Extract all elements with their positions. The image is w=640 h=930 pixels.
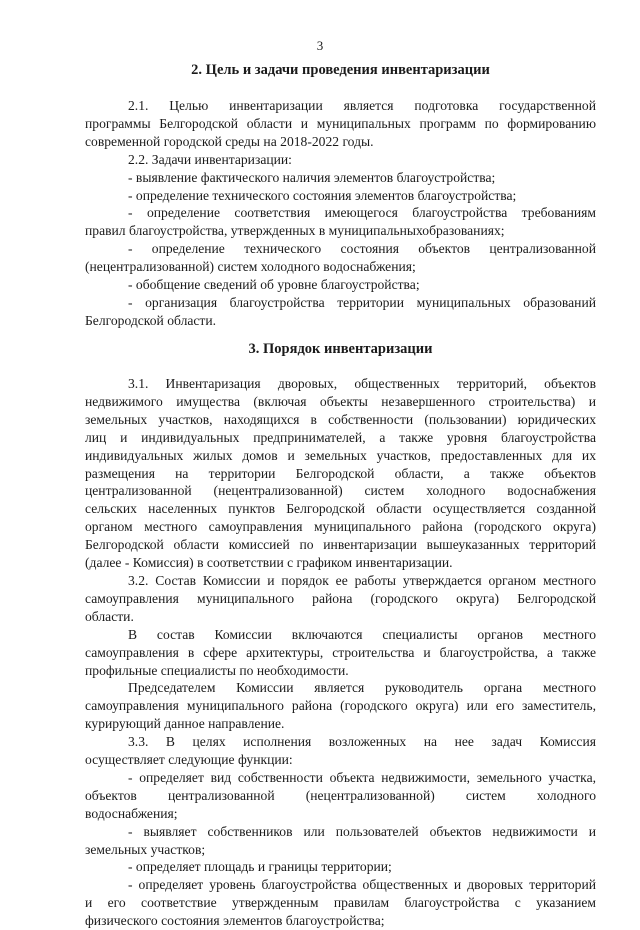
text-line: лиц и индивидуальных предпринимателей, а также уровня благоустройства [85,429,596,445]
text-line: - определяет вид собственности объекта недвижимости, земельного участка, [128,769,596,785]
text-line: программы Белгородской области и муниципальных программ по формированию [85,115,596,131]
text-line: земельных участков; [85,841,206,857]
section-3-body [85,375,596,930]
text-line: - определение соответствия имеющегося благоустройства требованиям [128,205,596,221]
text-line: - выявление фактического наличия элементов благоустройства; [128,169,496,185]
text-line: курирующий данное направление. [85,716,285,732]
text-line: и его соответствие утвержденным правилам благоустройства с указанием [85,895,596,911]
text-line: 2.2. Задачи инвентаризации: [128,151,292,167]
page-number: 3 [316,38,324,53]
text-line: недвижимого имущества (включая объекты незавершенного строительства) и [85,393,596,409]
text-line: (нецентрализованной) систем холодного водоснабжения; [85,259,416,275]
text-line: - организация благоустройства территории муниципальных образований [128,294,596,310]
text-line: - определяет площадь и границы территории; [128,859,392,875]
text-line: 3.1. Инвентаризация дворовых, общественных территорий, объектов [128,376,596,391]
text-line: централизованной (нецентрализованной) систем холодного водоснабжения [85,483,596,499]
text-line: индивидуальных жилых домов и земельных участков, предоставленных для их [85,447,596,463]
text-line: - обобщение сведений об уровне благоустройства; [128,277,420,293]
text-line: 2.1. Целью инвентаризации является подготовка государственной [128,98,596,113]
text-line: органом местного самоуправления муниципального района (городского округа) [85,519,596,535]
text-line: физического состояния элементов благоустройства; [85,913,385,929]
text-line: - выявляет собственников или пользователей объектов недвижимости и [128,823,596,839]
text-line: Белгородской области. [85,312,217,328]
text-line: 3.2. Состав Комиссии и порядок ее работы утверждается органом местного [128,572,596,588]
text-line: самоуправления муниципального района (городского округа) или его заместитель, [85,698,596,714]
text-line: области. [85,608,134,624]
text-line: водоснабжения; [85,805,178,821]
text-line: Белгородской области комиссией по инвентаризации вышеуказанных территорий [85,537,596,553]
text-line: современной городской среды на 2018-2022 годы. [85,133,374,149]
text-line: - определение технического состояния объектов централизованной [128,241,596,257]
text-line: - определение технического состояния элементов благоустройства; [128,187,517,203]
text-line: профильные специалисты по необходимости. [85,662,349,678]
section-3-heading: 3. Порядок инвентаризации [248,341,433,357]
section-2-heading: 2. Цель и задачи проведения инвентаризации [191,62,490,78]
section-2-body [85,97,596,330]
text-line: самоуправления муниципального района (городского округа) Белгородской [85,590,596,606]
text-line: самоуправления в сфере архитектуры, строительства и благоустройства, а также [85,644,596,660]
text-line: Председателем Комиссии является руководитель органа местного [128,680,596,696]
text-line: 3.3. В целях исполнения возложенных на нее задач Комиссия [128,734,596,750]
text-line: размещения на территории Белгородской области, а также объектов [85,465,596,481]
text-line: сельских населенных пунктов Белгородской области осуществляется созданной [85,501,596,517]
text-line: (далее - Комиссия) в соответствии с графиком инвентаризации. [85,555,453,571]
text-line: - определяет уровень благоустройства общественных и дворовых территорий [128,877,596,893]
text-line: В состав Комиссии включаются специалисты органов местного [128,626,596,642]
text-line: осуществляет следующие функции: [85,752,293,768]
text-line: правил благоустройства, утвержденных в муниципальныхобразованиях; [85,223,505,239]
text-line: земельных участков, находящихся в собственности (пользовании) юридических [85,411,596,427]
text-line: объектов централизованной (нецентрализованной) систем холодного [85,787,596,803]
